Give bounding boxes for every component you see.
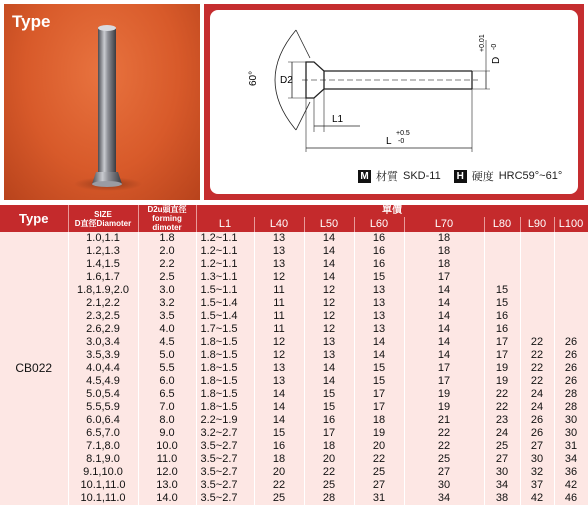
table-cell: 30: [484, 466, 520, 479]
d-label: D: [491, 56, 502, 64]
table-row: [0, 271, 588, 284]
table-cell: 19: [404, 401, 484, 414]
angle-label: 60°: [248, 70, 259, 86]
table-cell: 5.0: [138, 349, 196, 362]
diagram-panel: [204, 4, 584, 200]
table-cell: [520, 271, 554, 284]
table-cell: 3.0,3.4: [68, 336, 138, 349]
table-cell: 20: [354, 440, 404, 453]
price-table-body: [0, 232, 588, 505]
table-cell: 16: [354, 245, 404, 258]
table-cell: [520, 258, 554, 271]
table-cell: 14: [304, 375, 354, 388]
table-cell: 31: [354, 492, 404, 505]
material-label: 材質: [376, 171, 398, 183]
table-cell: 2.1,2.2: [68, 297, 138, 310]
table-cell: 1.8~1.5: [196, 388, 254, 401]
table-cell: 14: [404, 284, 484, 297]
table-row: [0, 284, 588, 297]
table-cell: 3.5~2.7: [196, 479, 254, 492]
table-cell: 15: [254, 427, 304, 440]
table-cell: 17: [354, 388, 404, 401]
table-cell: 1.6,1.7: [68, 271, 138, 284]
table-cell: 24: [520, 388, 554, 401]
table-cell: 32: [520, 466, 554, 479]
table-cell: 16: [354, 258, 404, 271]
table-cell: 4.5,4.9: [68, 375, 138, 388]
table-cell: 31: [554, 440, 588, 453]
table-cell: 3.2: [138, 297, 196, 310]
table-cell: 1.8: [138, 232, 196, 245]
table-cell: 27: [354, 479, 404, 492]
table-cell: 13: [254, 232, 304, 245]
table-cell: 1.8~1.5: [196, 362, 254, 375]
table-cell: 26: [554, 336, 588, 349]
table-cell: 22: [520, 375, 554, 388]
hardness-badge: H: [454, 170, 467, 183]
table-cell: 22: [404, 427, 484, 440]
table-cell: 13: [354, 284, 404, 297]
table-cell: 6.0: [138, 375, 196, 388]
table-cell: [484, 232, 520, 245]
table-cell: 1.8~1.5: [196, 401, 254, 414]
table-cell: 12: [304, 323, 354, 336]
table-cell: [554, 323, 588, 336]
table-cell: [520, 323, 554, 336]
table-cell: [554, 297, 588, 310]
table-row: [0, 323, 588, 336]
table-cell: 7.0: [138, 401, 196, 414]
table-cell: 15: [354, 375, 404, 388]
hardness-label: 硬度: [471, 171, 494, 183]
table-cell: 9.1,10.0: [68, 466, 138, 479]
table-cell: 14: [354, 336, 404, 349]
table-cell: 1.8~1.5: [196, 349, 254, 362]
table-cell: 22: [484, 388, 520, 401]
table-cell: 10.1,11.0: [68, 479, 138, 492]
table-cell: 15: [354, 271, 404, 284]
table-row: [0, 362, 588, 375]
table-cell: 14: [404, 336, 484, 349]
hardness-value: HRC59°~61°: [498, 170, 563, 182]
price-table: [0, 205, 588, 505]
table-cell: 22: [520, 362, 554, 375]
table-cell: 38: [484, 492, 520, 505]
table-row: [0, 258, 588, 271]
type-code-cell: CB022: [0, 232, 68, 505]
d2-label: D2: [280, 75, 293, 86]
table-row: [0, 414, 588, 427]
table-cell: 28: [554, 388, 588, 401]
d-tolerance-bottom: -0: [491, 43, 498, 50]
table-cell: 14: [404, 310, 484, 323]
table-cell: 19: [484, 362, 520, 375]
table-cell: 34: [484, 479, 520, 492]
table-cell: 1.8~1.5: [196, 375, 254, 388]
table-cell: 4.0,4.4: [68, 362, 138, 375]
table-cell: 1.4,1.5: [68, 258, 138, 271]
table-cell: 4.0: [138, 323, 196, 336]
length-header-3: L60: [354, 217, 404, 232]
table-cell: 25: [254, 492, 304, 505]
table-cell: 22: [354, 453, 404, 466]
table-cell: 17: [404, 362, 484, 375]
table-cell: 17: [484, 349, 520, 362]
table-cell: 12.0: [138, 466, 196, 479]
table-row: [0, 492, 588, 505]
table-cell: 1.2~1.1: [196, 245, 254, 258]
table-cell: 2.2: [138, 258, 196, 271]
table-cell: 4.5: [138, 336, 196, 349]
table-cell: 14: [254, 388, 304, 401]
table-cell: 3.2~2.7: [196, 427, 254, 440]
table-cell: 11: [254, 297, 304, 310]
length-header-5: L80: [484, 217, 520, 232]
table-cell: 2.3,2.5: [68, 310, 138, 323]
table-cell: 42: [554, 479, 588, 492]
table-cell: 14: [404, 349, 484, 362]
table-row: [0, 245, 588, 258]
table-cell: 14: [304, 271, 354, 284]
table-cell: 1.8,1.9,2.0: [68, 284, 138, 297]
table-cell: 30: [404, 479, 484, 492]
table-cell: 5.5,5.9: [68, 401, 138, 414]
table-cell: 13: [354, 297, 404, 310]
table-cell: [484, 245, 520, 258]
product-photo: [4, 4, 200, 200]
table-cell: 22: [520, 336, 554, 349]
table-cell: 26: [554, 362, 588, 375]
table-cell: 17: [354, 401, 404, 414]
table-cell: 17: [404, 271, 484, 284]
table-cell: 25: [404, 453, 484, 466]
table-row: [0, 479, 588, 492]
d2-header: [138, 205, 196, 232]
table-cell: 3.5: [138, 310, 196, 323]
material-badge: M: [358, 170, 371, 183]
table-cell: 10.0: [138, 440, 196, 453]
table-cell: [554, 258, 588, 271]
d-tolerance-top: +0.01: [479, 34, 486, 52]
table-cell: 13: [354, 310, 404, 323]
table-row: [0, 232, 588, 245]
table-cell: 13: [304, 336, 354, 349]
table-cell: 15: [484, 297, 520, 310]
table-cell: 1.8~1.5: [196, 336, 254, 349]
table-cell: 15: [304, 388, 354, 401]
table-cell: 13: [254, 375, 304, 388]
table-cell: 15: [304, 401, 354, 414]
table-cell: 3.5~2.7: [196, 492, 254, 505]
table-cell: 16: [484, 310, 520, 323]
table-cell: 14: [304, 232, 354, 245]
table-cell: 25: [354, 466, 404, 479]
table-cell: 1.2~1.1: [196, 258, 254, 271]
table-cell: 13: [354, 323, 404, 336]
l-tolerance-top: +0.5: [396, 130, 410, 137]
length-header-6: L90: [520, 217, 554, 232]
table-cell: 7.1,8.0: [68, 440, 138, 453]
table-cell: 27: [520, 440, 554, 453]
table-cell: 26: [520, 427, 554, 440]
table-cell: 12: [254, 349, 304, 362]
d2-header-line2: forming dimoter: [152, 214, 182, 232]
table-cell: [554, 232, 588, 245]
table-cell: [520, 232, 554, 245]
table-cell: 18: [304, 440, 354, 453]
table-cell: 16: [354, 232, 404, 245]
table-cell: 22: [254, 479, 304, 492]
table-cell: [554, 284, 588, 297]
table-cell: 13: [254, 362, 304, 375]
table-cell: 14: [254, 401, 304, 414]
table-cell: 1.7~1.5: [196, 323, 254, 336]
table-cell: 10.1,11.0: [68, 492, 138, 505]
table-cell: 15: [354, 362, 404, 375]
table-cell: 26: [554, 375, 588, 388]
size-header-line2: D直徑Diamoter: [74, 218, 132, 228]
table-cell: 25: [484, 440, 520, 453]
table-cell: 3.5~2.7: [196, 453, 254, 466]
table-cell: 27: [484, 453, 520, 466]
table-cell: 19: [484, 375, 520, 388]
table-cell: 3.5~2.7: [196, 466, 254, 479]
table-cell: 18: [404, 245, 484, 258]
table-cell: 20: [254, 466, 304, 479]
l-label: L: [386, 136, 392, 147]
table-cell: 19: [354, 427, 404, 440]
table-cell: 22: [520, 349, 554, 362]
size-header: [68, 205, 138, 232]
table-cell: 18: [254, 453, 304, 466]
table-cell: 34: [404, 492, 484, 505]
table-row: [0, 453, 588, 466]
table-cell: 28: [304, 492, 354, 505]
table-cell: 1.2~1.1: [196, 232, 254, 245]
table-cell: 3.5,3.9: [68, 349, 138, 362]
table-cell: 14: [404, 297, 484, 310]
table-cell: 14: [304, 362, 354, 375]
table-cell: 11: [254, 323, 304, 336]
table-cell: 13.0: [138, 479, 196, 492]
table-cell: 14: [404, 323, 484, 336]
table-cell: 11: [254, 284, 304, 297]
table-cell: 1.0,1.1: [68, 232, 138, 245]
table-row: [0, 440, 588, 453]
table-cell: 8.1,9.0: [68, 453, 138, 466]
table-row: [0, 310, 588, 323]
table-cell: 14.0: [138, 492, 196, 505]
table-cell: 13: [254, 258, 304, 271]
table-cell: 18: [404, 232, 484, 245]
table-row: [0, 401, 588, 414]
material-spec: [358, 168, 562, 184]
table-cell: 19: [404, 388, 484, 401]
table-cell: 12: [254, 271, 304, 284]
length-header-7: L100: [554, 217, 588, 232]
table-cell: 30: [520, 453, 554, 466]
table-cell: 24: [484, 427, 520, 440]
length-header-4: L70: [404, 217, 484, 232]
size-header-line1: SIZE: [94, 209, 112, 219]
table-cell: 1.3~1.1: [196, 271, 254, 284]
table-cell: 25: [304, 479, 354, 492]
table-cell: 22: [484, 401, 520, 414]
type-header: Type: [0, 205, 68, 232]
table-row: [0, 349, 588, 362]
table-cell: 11.0: [138, 453, 196, 466]
table-cell: 13: [254, 245, 304, 258]
price-table-container: [0, 205, 588, 505]
table-cell: 6.5,7.0: [68, 427, 138, 440]
table-row: [0, 336, 588, 349]
photo-title: Type: [12, 12, 51, 31]
l1-label: L1: [332, 114, 344, 125]
table-cell: [520, 245, 554, 258]
table-cell: 16: [254, 440, 304, 453]
table-cell: 26: [554, 349, 588, 362]
table-cell: 34: [554, 453, 588, 466]
table-cell: 27: [404, 466, 484, 479]
table-cell: 2.6,2.9: [68, 323, 138, 336]
table-cell: 20: [304, 453, 354, 466]
table-cell: 37: [520, 479, 554, 492]
table-cell: 16: [304, 414, 354, 427]
table-cell: 1.5~1.1: [196, 284, 254, 297]
table-cell: [520, 284, 554, 297]
l-tolerance-bottom: -0: [398, 138, 405, 145]
table-cell: [554, 271, 588, 284]
length-header-0: L1: [196, 217, 254, 232]
table-row: [0, 466, 588, 479]
table-cell: 12: [304, 310, 354, 323]
length-header-1: L40: [254, 217, 304, 232]
table-cell: 24: [520, 401, 554, 414]
table-cell: 14: [354, 349, 404, 362]
pin-image: [4, 4, 200, 200]
table-cell: 5.5: [138, 362, 196, 375]
table-cell: [484, 271, 520, 284]
table-cell: 5.0,5.4: [68, 388, 138, 401]
table-cell: 30: [554, 427, 588, 440]
technical-drawing: [210, 10, 578, 194]
pin-drawing: [210, 10, 578, 194]
table-cell: 8.0: [138, 414, 196, 427]
table-cell: [554, 310, 588, 323]
table-cell: [520, 310, 554, 323]
table-cell: 14: [254, 414, 304, 427]
table-cell: 16: [484, 323, 520, 336]
table-cell: 18: [354, 414, 404, 427]
d2-header-line1: D2u頭直徑: [147, 205, 187, 214]
table-row: [0, 375, 588, 388]
table-cell: [554, 245, 588, 258]
table-cell: 1.2,1.3: [68, 245, 138, 258]
table-cell: 11: [254, 310, 304, 323]
table-cell: 15: [484, 284, 520, 297]
table-cell: 22: [404, 440, 484, 453]
table-row: [0, 427, 588, 440]
table-cell: 2.0: [138, 245, 196, 258]
table-cell: 14: [304, 258, 354, 271]
table-cell: 17: [304, 427, 354, 440]
table-cell: 2.5: [138, 271, 196, 284]
table-cell: 46: [554, 492, 588, 505]
table-cell: 14: [304, 245, 354, 258]
table-cell: 30: [554, 414, 588, 427]
table-cell: [484, 258, 520, 271]
table-cell: 1.5~1.4: [196, 297, 254, 310]
table-cell: 26: [520, 414, 554, 427]
table-cell: 9.0: [138, 427, 196, 440]
table-cell: 1.5~1.4: [196, 310, 254, 323]
table-cell: 3.0: [138, 284, 196, 297]
table-cell: 12: [254, 336, 304, 349]
table-cell: 6.0,6.4: [68, 414, 138, 427]
table-cell: 28: [554, 401, 588, 414]
price-header: 單價: [196, 205, 588, 217]
table-cell: [520, 297, 554, 310]
table-cell: 23: [484, 414, 520, 427]
header-row-1: [0, 205, 588, 217]
table-cell: 17: [484, 336, 520, 349]
material-value: SKD-11: [403, 170, 441, 182]
table-row: [0, 388, 588, 401]
table-cell: 6.5: [138, 388, 196, 401]
table-cell: 12: [304, 297, 354, 310]
table-cell: 17: [404, 375, 484, 388]
table-cell: 18: [404, 258, 484, 271]
table-cell: 12: [304, 284, 354, 297]
table-cell: 13: [304, 349, 354, 362]
table-row: [0, 297, 588, 310]
table-cell: 3.5~2.7: [196, 440, 254, 453]
table-cell: 22: [304, 466, 354, 479]
table-cell: 36: [554, 466, 588, 479]
table-cell: 21: [404, 414, 484, 427]
length-header-2: L50: [304, 217, 354, 232]
table-cell: 2.2~1.9: [196, 414, 254, 427]
table-cell: 42: [520, 492, 554, 505]
